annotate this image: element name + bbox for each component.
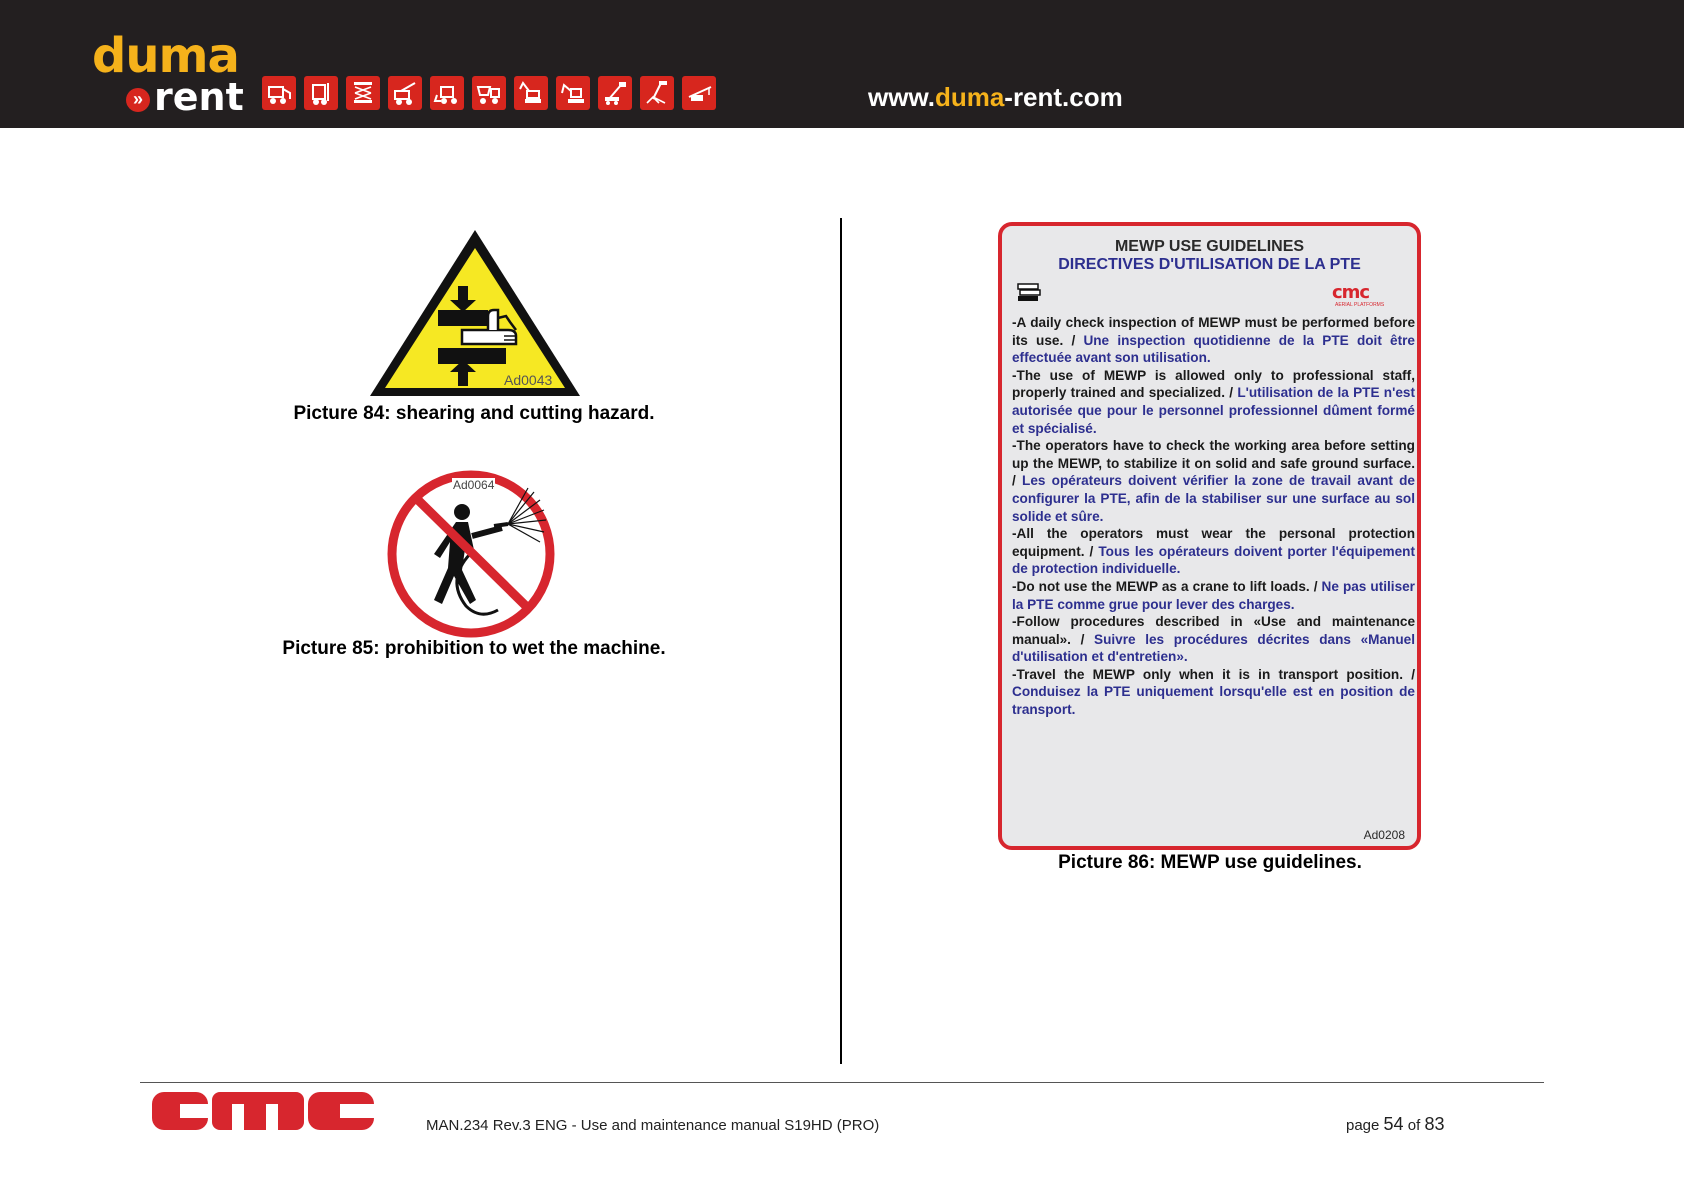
guideline-text-fr: L'utilisation de la PTE n'est autorisée que pour le personnel professionnel dûment formé et spécialisé. <box>1012 385 1415 436</box>
page-total: 83 <box>1424 1114 1445 1134</box>
guideline-item <box>1012 367 1415 437</box>
guideline-text-en: -Do not use the MEWP as a crane to lift loads. / <box>1012 578 1322 594</box>
page-current: 54 <box>1383 1114 1404 1134</box>
mewp-guidelines-sticker <box>998 222 1421 850</box>
scissor-lift-icon <box>346 76 380 110</box>
fig84-code: Ad0043 <box>504 372 553 388</box>
guideline-item <box>1012 437 1415 525</box>
forklift-icon <box>304 76 338 110</box>
guideline-text-fr: Suivre les procédures décrites dans «Manuel d'utilisation et d'entretien». <box>1012 631 1415 665</box>
spider-lift-icon <box>640 76 674 110</box>
footer-rule <box>140 1082 1544 1083</box>
logo-arrow-icon: » <box>126 88 150 112</box>
sticker-title-en: MEWP USE GUIDELINES <box>1114 238 1305 255</box>
logo-duma-text: duma <box>92 28 239 84</box>
loader-icon <box>430 76 464 110</box>
sticker-code: Ad0208 <box>1363 828 1405 842</box>
sticker-cmc-logo: cmc <box>1332 282 1370 303</box>
fig84-caption: Picture 84: shearing and cutting hazard. <box>293 403 655 424</box>
fig85-code: Ad0064 <box>453 478 495 492</box>
manual-book-icon <box>1016 282 1042 306</box>
fig86-caption: Picture 86: MEWP use guidelines. <box>1058 852 1362 873</box>
guideline-item <box>1012 525 1415 578</box>
page-of: of <box>1407 1117 1421 1134</box>
guideline-text-fr: Ne pas utiliser la PTE comme grue pour lever des charges. <box>1012 578 1415 612</box>
excavator-icon <box>514 76 548 110</box>
guideline-text-fr: Les opérateurs doivent vérifier la zone de travail avant de configurer la PTE, afin de la stabiliser sur une surface au sol solide et sûre. <box>1012 473 1415 524</box>
machine-icons-strip <box>262 76 716 110</box>
guideline-item <box>1012 666 1415 719</box>
sticker-title-fr: DIRECTIVES D'UTILISATION DE LA PTE <box>1058 256 1361 273</box>
column-divider <box>840 218 842 1064</box>
guideline-text-en: -Travel the MEWP only when it is in transport position. / <box>1012 666 1415 682</box>
footer-cmc-logo <box>150 1086 380 1134</box>
guideline-text-en: -Follow procedures described in «Use and maintenance manual». / <box>1012 614 1415 647</box>
logo-rent-text: rent <box>154 75 244 119</box>
page-label: page <box>1346 1117 1380 1134</box>
guideline-item <box>1012 578 1415 613</box>
skid-steer-icon <box>262 76 296 110</box>
guideline-text-fr: Tous les opérateurs doivent porter l'équipement de protection individuelle. <box>1012 543 1415 577</box>
footer-page-number <box>1346 1114 1444 1135</box>
website-suffix: -rent.com <box>1004 82 1123 112</box>
guideline-text-en: -All the operators must wear the personal protection equipment. / <box>1012 526 1415 559</box>
fig85-caption: Picture 85: prohibition to wet the machine. <box>282 638 666 659</box>
sticker-cmc-subtitle: AERIAL PLATFORMS <box>1335 302 1385 308</box>
telehandler-icon <box>388 76 422 110</box>
guideline-item <box>1012 613 1415 666</box>
guideline-text-fr: Une inspection quotidienne de la PTE doit être effectuée avant son utilisation. <box>1012 332 1415 366</box>
website-url[interactable] <box>868 82 1123 113</box>
crane-icon <box>682 76 716 110</box>
dumper-icon <box>472 76 506 110</box>
website-accent: duma <box>934 82 1005 112</box>
guideline-text-en: -The operators have to check the working area before setting up the MEWP, to stabilize it on solid and safe ground surface. / <box>1012 438 1415 489</box>
no-water-spray-sign <box>384 470 566 638</box>
guidelines-list <box>1012 314 1415 719</box>
website-prefix: www. <box>868 82 935 112</box>
guideline-text-en: -The use of MEWP is allowed only to professional staff, properly trained and specialized. / <box>1012 367 1415 401</box>
shearing-hazard-sign <box>366 226 584 400</box>
mini-excavator-icon <box>556 76 590 110</box>
boom-lift-icon <box>598 76 632 110</box>
footer-document-title: MAN.234 Rev.3 ENG - Use and maintenance manual S19HD (PRO) <box>426 1117 880 1134</box>
guideline-text-fr: Conduisez la PTE uniquement lorsqu'elle est en position de transport. <box>1012 684 1415 718</box>
header-bar <box>0 0 1684 128</box>
guideline-item <box>1012 314 1415 367</box>
guideline-text-en: -A daily check inspection of MEWP must be performed before its use. / <box>1012 315 1415 348</box>
